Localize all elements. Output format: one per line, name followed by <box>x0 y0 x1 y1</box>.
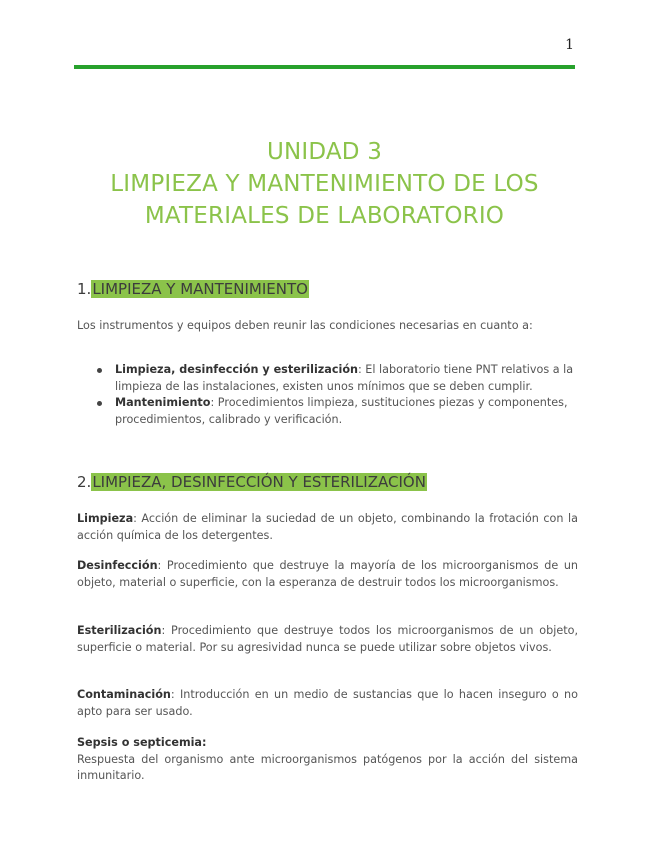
bullet-icon <box>97 401 102 406</box>
definition-limpieza <box>77 511 578 544</box>
section-1-intro: Los instrumentos y equipos deben reunir las condiciones necesarias en cuanto a: <box>77 319 533 332</box>
header-rule <box>74 65 575 69</box>
list-item <box>77 362 575 395</box>
section-1-number: 1. <box>77 280 92 298</box>
title-line-3: MATERIALES DE LABORATORIO <box>144 203 505 229</box>
section-1-title: LIMPIEZA Y MANTENIMIENTO <box>92 280 308 298</box>
definition-contaminacion <box>77 687 578 720</box>
definition-esterilizacion <box>77 623 578 656</box>
bullet-term: Limpieza, desinfección y esterilización <box>115 363 358 376</box>
definition-term: Contaminación <box>77 688 171 701</box>
title-line-2: LIMPIEZA Y MANTENIMIENTO DE LOS <box>110 171 539 197</box>
document-title <box>74 136 575 232</box>
definition-text: : Introducción en un medio de sustancias que lo hacen inseguro o no apto para ser usado. <box>77 688 578 718</box>
definition-text: : Procedimiento que destruye la mayoría de los microorganismos de un objeto, material o superficie, con la esperanza de destruir todos los microorganismos. <box>77 559 578 589</box>
bullet-text: : Procedimientos limpieza, sustituciones piezas y componentes, procedimientos, calibrado y verificación. <box>115 396 568 426</box>
section-2-heading <box>77 472 427 493</box>
definition-desinfeccion <box>77 558 578 591</box>
bullet-icon <box>97 368 102 373</box>
section-1-heading <box>77 279 309 300</box>
definition-term: Sepsis o septicemia: <box>77 736 207 749</box>
section-2-title: LIMPIEZA, DESINFECCIÓN Y ESTERILIZACIÓN <box>92 473 426 491</box>
title-line-1: UNIDAD 3 <box>266 139 383 165</box>
definition-term: Desinfección <box>77 559 158 572</box>
bullet-text: : El laboratorio tiene PNT relativos a la limpieza de las instalaciones, existen unos mínimos que se deben cumplir. <box>115 363 574 393</box>
definition-term: Esterilización <box>77 624 162 637</box>
list-item <box>77 395 575 428</box>
definition-sepsis <box>77 735 578 785</box>
section-1-bullet-list <box>77 362 575 428</box>
definition-term: Limpieza <box>77 512 134 525</box>
bullet-term: Mantenimiento <box>115 396 211 409</box>
page-number: 1 <box>565 37 574 53</box>
definition-text: : Procedimiento que destruye todos los microorganismos de un objeto, superficie o material. Por su agresividad nunca se puede utilizar sobre objetos vivos. <box>77 624 578 654</box>
definition-text: Respuesta del organismo ante microorganismos patógenos por la acción del sistema inmunitario. <box>77 752 578 782</box>
section-2-number: 2. <box>77 473 92 491</box>
definition-text: : Acción de eliminar la suciedad de un objeto, combinando la frotación con la acción química de los detergentes. <box>77 512 578 542</box>
